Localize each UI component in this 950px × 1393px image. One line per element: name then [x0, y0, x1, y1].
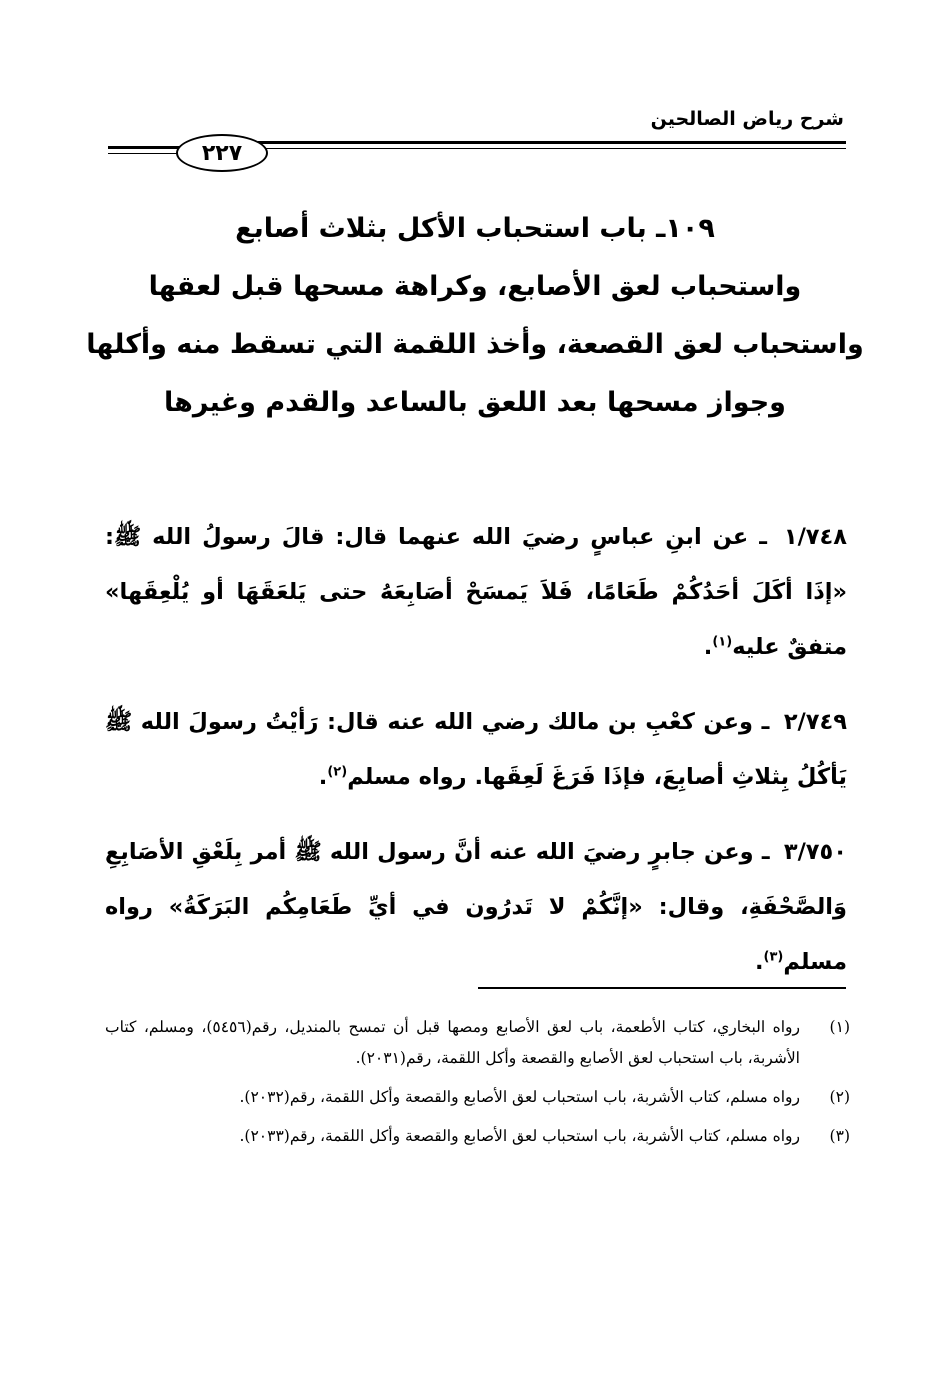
book-title: شرح رياض الصالحين — [650, 108, 844, 130]
footnote — [105, 1082, 850, 1113]
footnote-ref: (٣) — [763, 949, 784, 965]
header-rule-left-bottom — [108, 153, 182, 154]
header-rule-left-top — [108, 146, 182, 149]
chapter-line: ١٠٩ـ باب استحباب الأكل بثلاث أصابع — [235, 213, 715, 244]
hadith-paragraph — [105, 695, 847, 805]
chapter-line: واستحباب لعق القصعة، وأخذ اللقمة التي تسقط منه وأكلها — [86, 329, 864, 360]
footnote-text: رواه مسلم، كتاب الأشربة، باب استحباب لعق الأصابع والقصعة وأكل اللقمة، رقم(٢٠٣٢). — [239, 1088, 800, 1106]
hadith-list — [105, 510, 847, 1010]
hadith-number: ١/٧٤٨ — [783, 524, 847, 550]
footnote-ref: (١) — [712, 634, 733, 650]
header-rule-right-top — [258, 141, 846, 144]
hadith-text: ـ وعن جابرٍ رضيَ الله عنه أنَّ رسول الله ﷺ أمر بِلَعْقِ الأصَابِعِ وَالصَّحْفَةِ، وقال: «إنَّكُمْ لا تَدرُون في أيِّ طَعَامِكُم البَرَكَةُ» رواه مسلم — [105, 839, 847, 975]
hadith-number: ٣/٧٥٠ — [783, 839, 848, 865]
hadith-number: ٢/٧٤٩ — [783, 709, 847, 735]
header-rule-right-bottom — [258, 148, 846, 149]
footnote-number: (٣) — [829, 1127, 850, 1145]
chapter-line: واستحباب لعق الأصابع، وكراهة مسحها قبل لعقها — [148, 271, 802, 302]
footnote-text: رواه مسلم، كتاب الأشربة، باب استحباب لعق الأصابع والقصعة وأكل اللقمة، رقم(٢٠٣٣). — [239, 1127, 800, 1145]
footnote-number: (٢) — [829, 1088, 850, 1106]
footnote-separator — [478, 987, 846, 989]
chapter-heading — [80, 200, 870, 432]
footnote-number: (١) — [829, 1018, 850, 1036]
page-number: ٢٢٧ — [176, 134, 268, 172]
hadith-text: ـ وعن كعْبِ بن مالك رضي الله عنه قال: رَأيْتُ رسولَ الله ﷺ يَأكُلُ بِثلاثِ أصابِعَ، فإذَا فَرَغَ لَعِقَها. رواه مسلم — [105, 709, 847, 790]
footnote-text: رواه البخاري، كتاب الأطعمة، باب لعق الأصابع ومصها قبل أن تمسح بالمنديل، رقم(٥٤٥٦)، ومسلم، كتاب الأشربة، باب استحباب لعق الأصابع والقصعة وأكل اللقمة، رقم(٢٠٣١). — [105, 1018, 801, 1067]
hadith-paragraph — [105, 825, 847, 990]
footnote-ref: (٢) — [327, 764, 348, 780]
hadith-end: . — [318, 764, 328, 790]
footnote — [105, 1012, 850, 1074]
chapter-line: وجواز مسحها بعد اللعق بالساعد والقدم وغيرها — [164, 387, 786, 418]
footnote — [105, 1121, 850, 1152]
page-header — [108, 108, 846, 178]
hadith-end: . — [703, 634, 713, 660]
footnotes — [105, 1012, 850, 1160]
hadith-paragraph — [105, 510, 847, 675]
hadith-text: ـ عن ابنِ عباسٍ رضيَ الله عنهما قال: قالَ رسولُ الله ﷺ: «إذَا أكَلَ أحَدُكُمْ طَعَامًا، فَلاَ يَمسَحْ أصَابِعَهُ حتى يَلعَقَهَا أو يُلْعِقَها» متفقٌ عليه — [105, 524, 847, 660]
hadith-end: . — [754, 949, 764, 975]
